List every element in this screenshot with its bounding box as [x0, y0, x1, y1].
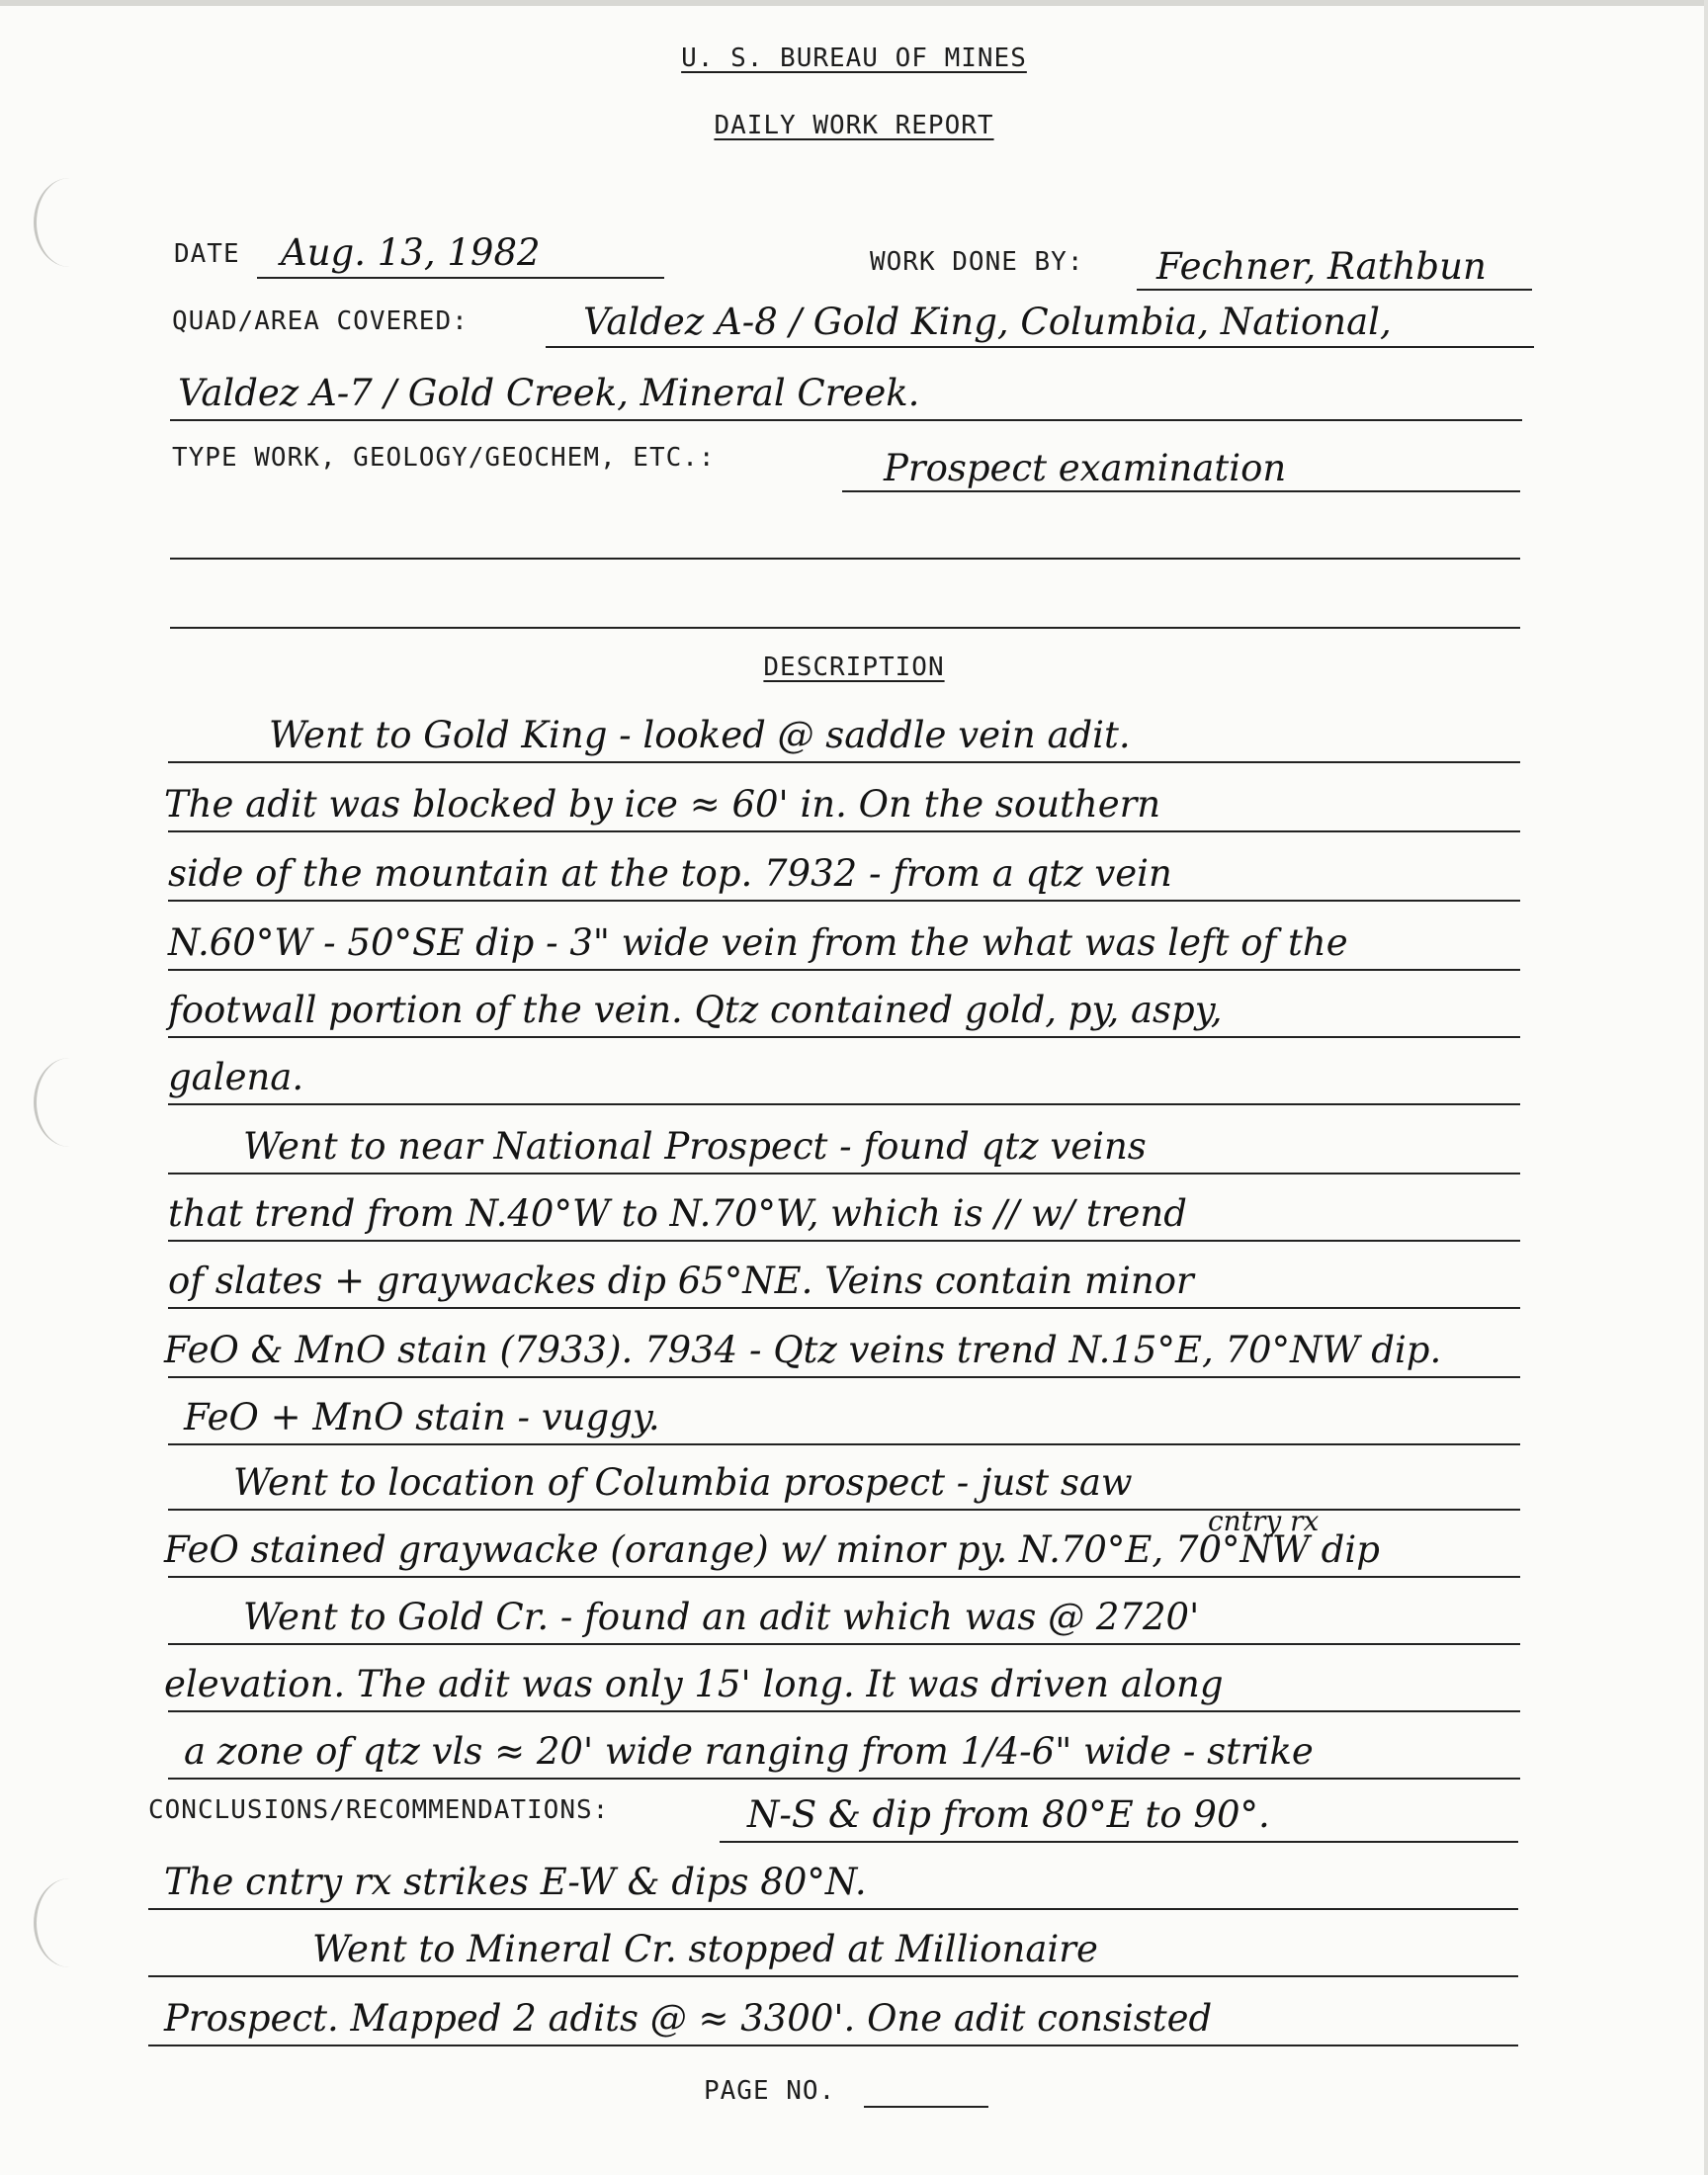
quad-area-line2: Valdez A-7 / Gold Creek, Mineral Creek.	[178, 372, 920, 414]
type-work-rule	[842, 490, 1520, 492]
conclusions-label: CONCLUSIONS/RECOMMENDATIONS:	[148, 1795, 610, 1825]
description-rule	[168, 1643, 1520, 1645]
date-value: Aug. 13, 1982	[281, 231, 541, 274]
quad-area-label: QUAD/AREA COVERED:	[172, 306, 469, 336]
conclusions-line: Went to Mineral Cr. stopped at Millionaire	[312, 1928, 1098, 1970]
description-rule	[168, 1307, 1520, 1309]
description-rule	[168, 900, 1520, 902]
description-line: footwall portion of the vein. Qtz contained gold, py, aspy,	[168, 989, 1223, 1031]
description-line: N.60°W - 50°SE dip - 3" wide vein from the what was left of the	[168, 921, 1348, 964]
page-no-label: PAGE NO.	[704, 2076, 836, 2106]
description-line: FeO + MnO stain - vuggy.	[184, 1396, 660, 1438]
description-line: galena.	[168, 1056, 304, 1098]
description-line: that trend from N.40°W to N.70°W, which is // w/ trend	[168, 1192, 1187, 1235]
description-line: of slates + graywackes dip 65°NE. Veins contain minor	[168, 1260, 1194, 1302]
conclusions-line: Prospect. Mapped 2 adits @ ≈ 3300'. One adit consisted	[164, 1997, 1213, 2040]
scan-top-edge	[0, 0, 1708, 6]
type-work-label: TYPE WORK, GEOLOGY/GEOCHEM, ETC.:	[172, 443, 716, 473]
blank-rule	[170, 627, 1520, 629]
blank-rule	[170, 558, 1520, 560]
quad-area-rule	[546, 346, 1534, 348]
description-rule	[168, 1376, 1520, 1378]
description-rule	[168, 1443, 1520, 1445]
description-line: side of the mountain at the top. 7932 - from a qtz vein	[168, 852, 1172, 895]
conclusions-line: The cntry rx strikes E-W & dips 80°N.	[164, 1861, 867, 1903]
conclusions-line: N-S & dip from 80°E to 90°.	[747, 1793, 1270, 1836]
description-rule	[168, 1036, 1520, 1038]
description-line: FeO stained graywacke (orange) w/ minor py. N.70°E, 70°NW dip	[164, 1528, 1380, 1571]
description-line: FeO & MnO stain (7933). 7934 - Qtz veins trend N.15°E, 70°NW dip.	[164, 1329, 1442, 1371]
work-done-by-label: WORK DONE BY:	[870, 247, 1084, 277]
description-heading: DESCRIPTION	[763, 652, 945, 682]
punch-hole-mark	[34, 1878, 106, 1967]
description-line: The adit was blocked by ice ≈ 60' in. On the southern	[164, 783, 1161, 826]
agency-heading: U. S. BUREAU OF MINES	[681, 44, 1027, 73]
description-rule	[168, 969, 1520, 971]
date-label: DATE	[174, 239, 240, 269]
description-annotation: cntry rx	[1208, 1505, 1320, 1537]
description-rule	[168, 1576, 1520, 1578]
conclusions-rule	[148, 2044, 1518, 2046]
work-done-by-rule	[1137, 289, 1532, 291]
description-line: Went to Gold King - looked @ saddle vein adit.	[269, 714, 1131, 756]
description-rule	[168, 1240, 1520, 1242]
punch-hole-mark	[34, 178, 106, 267]
description-line: elevation. The adit was only 15' long. It was driven along	[164, 1663, 1224, 1705]
description-line: Went to Gold Cr. - found an adit which was @ 2720'	[243, 1596, 1200, 1638]
conclusions-rule	[148, 1908, 1518, 1910]
quad-area-line1: Valdez A-8 / Gold King, Columbia, National,	[583, 301, 1392, 343]
description-rule	[168, 761, 1520, 763]
description-line: Went to near National Prospect - found qtz veins	[243, 1125, 1147, 1168]
description-line: a zone of qtz vls ≈ 20' wide ranging from 1/4-6" wide - strike	[184, 1730, 1314, 1773]
description-rule	[168, 1710, 1520, 1712]
conclusions-rule	[148, 1975, 1518, 1977]
type-work-value: Prospect examination	[884, 447, 1287, 489]
quad-area-rule-2	[170, 419, 1522, 421]
punch-hole-mark	[34, 1058, 106, 1147]
description-line: Went to location of Columbia prospect - just saw	[233, 1461, 1133, 1504]
date-rule	[257, 277, 664, 279]
scan-right-edge	[1704, 0, 1708, 2175]
report-title: DAILY WORK REPORT	[714, 111, 994, 140]
page-no-field	[864, 2106, 988, 2108]
description-rule	[168, 1103, 1520, 1105]
description-rule	[168, 1173, 1520, 1174]
description-rule	[168, 830, 1520, 832]
work-done-by-value: Fechner, Rathbun	[1156, 245, 1487, 288]
description-rule	[168, 1778, 1520, 1780]
conclusions-rule	[720, 1841, 1518, 1843]
